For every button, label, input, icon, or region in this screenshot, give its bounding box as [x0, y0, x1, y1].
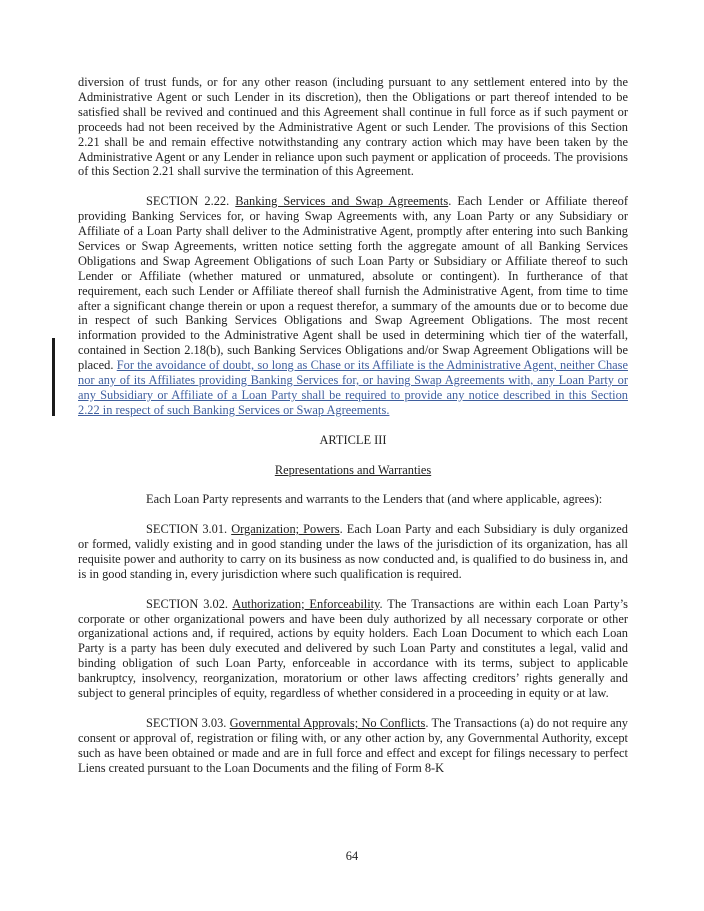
- section-3-03-title: Governmental Approvals; No Conflicts: [229, 715, 426, 730]
- article-iii-heading: ARTICLE III: [319, 432, 387, 447]
- paragraph-section-3-01: [78, 522, 628, 582]
- section-2-22-title: Banking Services and Swap Agreements: [235, 194, 449, 209]
- change-bar: [52, 338, 55, 416]
- section-3-02-title: Authorization; Enforceability: [232, 596, 380, 611]
- section-2-22-label: SECTION 2.22.: [146, 194, 230, 209]
- section-2-22-inserted-text: For the avoidance of doubt, so long as Chase or its Affiliate is the Administrative Agent, neither Chase nor any of its Affiliates providing Banking Services for, or having Swap Agreements with, any Loan Party or any Subsidiary or Affiliate of a Loan Party shall be required to provide any notice described in this Section 2.22 in respect of such Banking Services or Swap Agreements.: [78, 358, 628, 417]
- section-3-03-label: SECTION 3.03.: [146, 715, 227, 730]
- section-3-03-body: . The Transactions (a) do not require any consent or approval of, registration or filing with, or any other action by, any Governmental Authority, except such as have been obtained or made and are in full force and effect and except for filings necessary to perfect Liens created pursuant to the Loan Documents and the filing of Form 8-K: [78, 715, 628, 775]
- section-3-02-body: . The Transactions are within each Loan Party’s corporate or other organizational powers and have been duly authorized by all necessary corporate or other organizational actions and, if required, actions by equity holders. Each Loan Document to which each Loan Party is a party has been duly executed and delivered by such Loan Party and constitutes a legal, valid and binding obligation of such Loan Party, enforceable in accordance with its terms, subject to applicable bankruptcy, insolvency, reorganization, moratorium or other laws affecting creditors’ rights generally and subject to general principles of equity, regardless of whether considered in a proceeding in equity or at law.: [78, 596, 628, 701]
- section-2-22-body: . Each Lender or Affiliate thereof providing Banking Services for, or having Swap Agreements with, any Loan Party or any Subsidiary or Affiliate of a Loan Party shall deliver to the Administrative Agent, promptly after entering into such Banking Services or Swap Agreements, written notice setting forth the aggregate amount of all Banking Services Obligations and Swap Agreement Obligations of such Loan Party or Subsidiary or Affiliate thereof to such Lender or Affiliate (whether matured or unmatured, absolute or contingent). In furtherance of that requirement, each such Lender or Affiliate thereof shall furnish the Administrative Agent, from time to time after a significant change therein or upon a request therefor, a summary of the amounts due or to become due in respect of such Banking Services Obligations and Swap Agreement Obligations. The most recent information provided to the Administrative Agent shall be used in determining which tier of the waterfall, contained in Section 2.18(b), such Banking Services Obligations and/or Swap Agreement Obligations will be placed.: [78, 194, 629, 373]
- section-3-02-label: SECTION 3.02.: [146, 596, 229, 611]
- paragraph-section-3-02: [78, 597, 628, 701]
- section-3-01-body: . Each Loan Party and each Subsidiary is duly organized or formed, validly existing and in good standing under the laws of the jurisdiction of its organization, has all requisite power and authority to carry on its business as now conducted and, is qualified to do business in, and is in good standing in, every jurisdiction where such qualification is required.: [78, 522, 628, 581]
- paragraph-section-2-22: [78, 194, 628, 418]
- paragraph-2-21-continuation: diversion of trust funds, or for any other reason (including pursuant to any settlement entered into by the Administrative Agent or such Lender in its discretion), then the Obligations or part thereof intended to be satisfied shall be revived and continued and this Agreement shall continue in full force as if such payment or proceeds had not been received by the Administrative Agent or such Lender. The provisions of this Section 2.21 shall be and remain effective notwithstanding any contrary action which may have been taken by the Administrative Agent or any Lender in reliance upon such payment or application of proceeds. The provisions of this Section 2.21 shall survive the termination of this Agreement.: [78, 75, 628, 179]
- page-number: 64: [345, 849, 359, 863]
- lead-in-paragraph: Each Loan Party represents and warrants to the Lenders that (and where applicable, agrees):: [146, 492, 603, 507]
- representations-warranties-heading: Representations and Warranties: [274, 462, 432, 477]
- section-3-01-title: Organization; Powers: [231, 522, 340, 537]
- section-3-01-label: SECTION 3.01.: [146, 522, 228, 537]
- paragraph-section-3-03: [78, 716, 628, 776]
